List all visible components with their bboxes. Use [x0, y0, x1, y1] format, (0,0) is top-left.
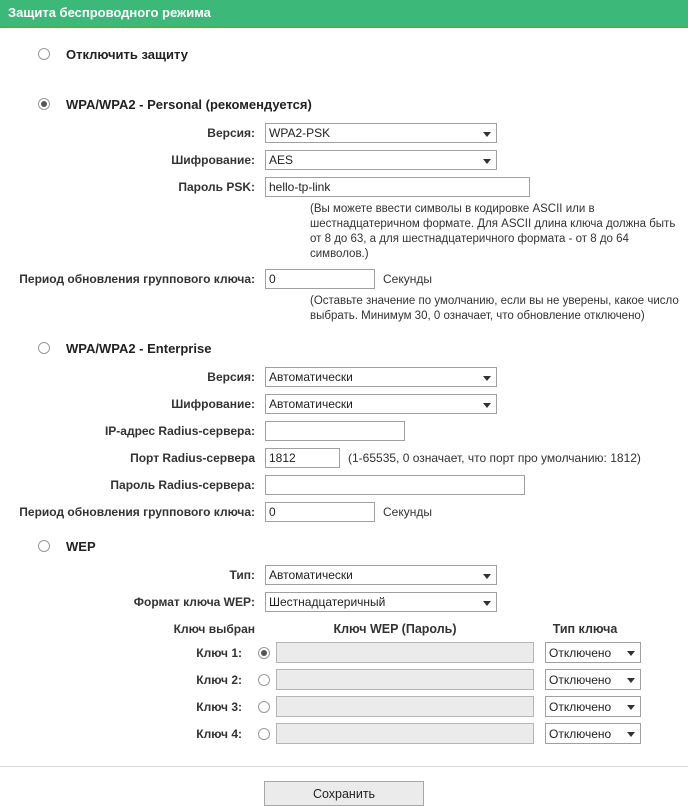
header-key-type: Тип ключа — [552, 622, 618, 636]
input-personal-group-key[interactable] — [265, 269, 375, 289]
wep-key-row — [0, 723, 688, 744]
label-personal-group-key: Период обновления группового ключа: — [19, 272, 255, 286]
label-wep: WEP — [66, 538, 96, 554]
label-wpa-personal: WPA/WPA2 - Personal (рекомендуется) — [66, 96, 312, 112]
page-content — [0, 42, 688, 806]
select-wrap-personal-encryption — [265, 150, 497, 170]
field-row-wep-key-format — [0, 592, 688, 612]
input-wep-key-2[interactable] — [276, 669, 534, 690]
field-row-enterprise-version — [0, 367, 688, 387]
label-wpa-enterprise: WPA/WPA2 - Enterprise — [66, 340, 212, 356]
select-wep-key-type-4[interactable] — [545, 723, 641, 744]
radio-wpa-personal[interactable] — [38, 98, 50, 110]
field-row-enterprise-group-key — [0, 502, 688, 522]
select-wep-key-format[interactable] — [265, 592, 497, 612]
wep-key-row — [0, 642, 688, 663]
unit-enterprise-group-key: Секунды — [383, 505, 432, 519]
label-radius-port: Порт Radius-сервера — [130, 451, 255, 465]
key-type-cell-4 — [545, 723, 641, 744]
select-enterprise-version[interactable] — [265, 367, 497, 387]
radio-wep-key-1[interactable] — [258, 647, 270, 659]
field-row-psk-password — [0, 177, 688, 197]
field-row-enterprise-encryption — [0, 394, 688, 414]
radio-wep-key-3[interactable] — [258, 701, 270, 713]
select-wep-key-type-2[interactable] — [545, 669, 641, 690]
wep-table-header — [0, 622, 688, 636]
radio-cell-wep-key-3 — [252, 701, 276, 713]
field-row-radius-password — [0, 475, 688, 495]
input-psk-password[interactable] — [265, 177, 530, 197]
input-radius-ip[interactable] — [265, 421, 405, 441]
label-wep-key-4: Ключ 4: — [196, 726, 242, 741]
select-personal-version[interactable] — [265, 123, 497, 143]
page-header — [0, 0, 688, 26]
key-type-cell-2 — [545, 669, 641, 690]
radio-wep-key-4[interactable] — [258, 728, 270, 740]
field-row-radius-port — [0, 448, 688, 468]
input-wep-key-1[interactable] — [276, 642, 534, 663]
field-row-wep-type — [0, 565, 688, 585]
footer-actions — [0, 781, 688, 806]
radio-wep-key-2[interactable] — [258, 674, 270, 686]
select-wrap-wep-key-type-2 — [545, 669, 641, 690]
select-personal-encryption[interactable] — [265, 150, 497, 170]
label-personal-version: Версия: — [207, 126, 255, 140]
label-wep-key-format: Формат ключа WEP: — [133, 595, 255, 609]
label-personal-encryption: Шифрование: — [171, 153, 255, 167]
field-row-personal-version — [0, 123, 688, 143]
save-button[interactable]: Сохранить — [264, 781, 424, 806]
wep-key-row — [0, 669, 688, 690]
select-wep-key-type-1[interactable] — [545, 642, 641, 663]
hint-psk-password: (Вы можете ввести символы в кодировке ASCII или в шестнадцатеричном формате. Для ASCII длина ключа должна быть от 8 до 63, а для шестнадцатеричного формата - от 8 до 64 символов.) — [310, 203, 676, 260]
label-wep-key-2: Ключ 2: — [196, 672, 242, 687]
label-radius-password: Пароль Radius-сервера: — [110, 478, 255, 492]
select-wrap-wep-key-type-1 — [545, 642, 641, 663]
field-row-personal-group-key — [0, 269, 688, 289]
footer-divider — [0, 766, 688, 767]
radio-cell-wep-key-2 — [252, 674, 276, 686]
key-type-cell-1 — [545, 642, 641, 663]
select-enterprise-encryption[interactable] — [265, 394, 497, 414]
select-wrap-personal-version — [265, 123, 497, 143]
header-key-selected: Ключ выбран — [173, 622, 255, 636]
select-wep-type[interactable] — [265, 565, 497, 585]
hint-radius-port: (1-65535, 0 означает, что порт про умолчанию: 1812) — [348, 451, 641, 465]
radio-wep[interactable] — [38, 540, 50, 552]
label-enterprise-group-key: Период обновления группового ключа: — [19, 505, 255, 519]
radio-cell-wep-key-4 — [252, 728, 276, 740]
input-wep-key-4[interactable] — [276, 723, 534, 744]
option-row-wpa-personal[interactable] — [38, 92, 688, 116]
field-row-personal-encryption — [0, 150, 688, 170]
header-key-value: Ключ WEP (Пароль) — [333, 622, 457, 636]
radio-wpa-enterprise[interactable] — [38, 342, 50, 354]
page-title: Защита беспроводного режима — [8, 5, 211, 20]
label-wep-key-3: Ключ 3: — [196, 699, 242, 714]
radio-cell-wep-key-1 — [252, 647, 276, 659]
select-wrap-wep-type — [265, 565, 497, 585]
select-wrap-enterprise-version — [265, 367, 497, 387]
radio-disable-security[interactable] — [38, 48, 50, 60]
input-radius-password[interactable] — [265, 475, 525, 495]
select-wrap-enterprise-encryption — [265, 394, 497, 414]
header-divider — [0, 26, 688, 28]
option-row-wpa-enterprise[interactable] — [38, 336, 688, 360]
option-row-disable[interactable] — [38, 42, 688, 66]
key-type-cell-3 — [545, 696, 641, 717]
label-disable-security: Отключить защиту — [66, 46, 188, 62]
select-wrap-wep-key-type-3 — [545, 696, 641, 717]
hint-personal-group-key: (Оставьте значение по умолчанию, если вы не уверены, какое число выбрать. Минимум 30, 0 означает, что обновление отключено) — [310, 295, 679, 322]
label-enterprise-encryption: Шифрование: — [171, 397, 255, 411]
select-wep-key-type-3[interactable] — [545, 696, 641, 717]
label-wep-type: Тип: — [229, 568, 255, 582]
select-wrap-wep-key-type-4 — [545, 723, 641, 744]
field-row-radius-ip — [0, 421, 688, 441]
select-wrap-wep-key-format — [265, 592, 497, 612]
wep-key-row — [0, 696, 688, 717]
label-radius-ip: IP-адрес Radius-сервера: — [104, 424, 255, 438]
label-wep-key-1: Ключ 1: — [196, 645, 242, 660]
input-radius-port[interactable] — [265, 448, 340, 468]
label-psk-password: Пароль PSK: — [178, 180, 255, 194]
input-wep-key-3[interactable] — [276, 696, 534, 717]
input-enterprise-group-key[interactable] — [265, 502, 375, 522]
unit-personal-group-key: Секунды — [383, 272, 432, 286]
option-row-wep[interactable] — [38, 534, 688, 558]
label-enterprise-version: Версия: — [207, 370, 255, 384]
